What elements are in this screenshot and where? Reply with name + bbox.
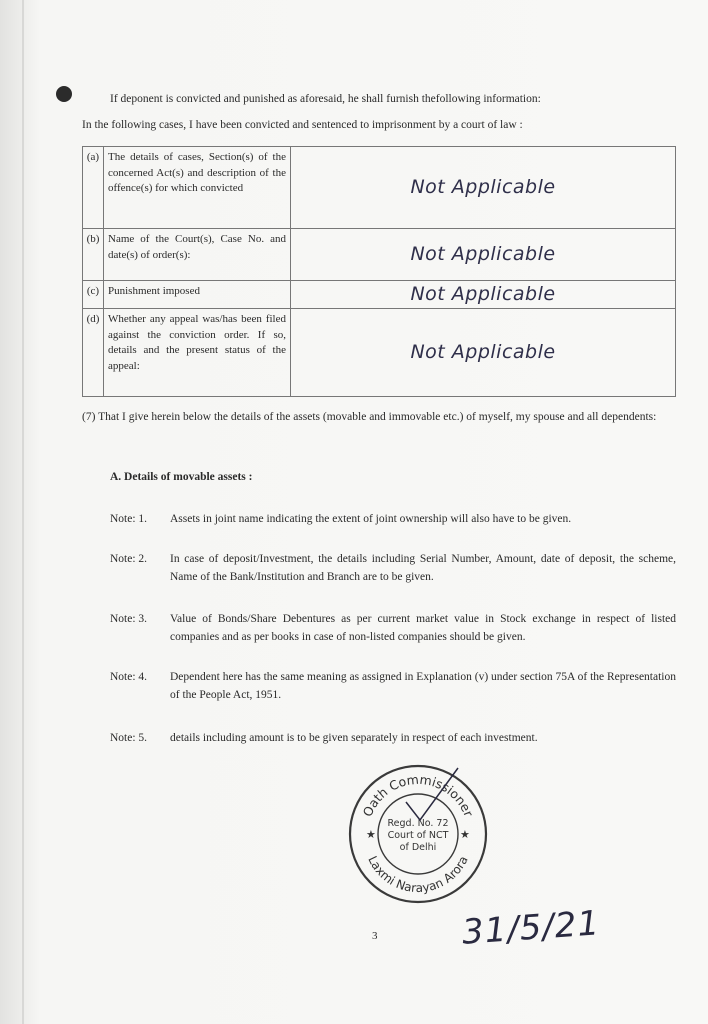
intro-line-2: In the following cases, I have been convicted and sentenced to imprisonment by a court of law : (82, 119, 523, 131)
note-item (110, 610, 676, 650)
intro-line-1: If deponent is convicted and punished as aforesaid, he shall furnish thefollowing information: (110, 93, 541, 105)
page-fold (22, 0, 24, 1024)
handwritten-value: Not Applicable (291, 229, 676, 281)
section-heading: A. Details of movable assets : (110, 471, 253, 483)
table-row (83, 229, 676, 281)
row-description: The details of cases, Section(s) of the concerned Act(s) and description of the offence(s) for which convicted (104, 147, 291, 229)
note-label: Note: 4. (110, 671, 148, 683)
note-item (110, 550, 676, 590)
note-text: Assets in joint name indicating the extent of joint ownership will also have to be given. (170, 513, 572, 525)
note-text: Value of Bonds/Share Debentures as per current market value in Stock exchange in respect of listed companies and as per books in case of non-listed companies should be given. (170, 613, 676, 643)
stamp-line-1: Regd. No. 72 (387, 818, 449, 829)
stamp-line-3: of Delhi (399, 842, 437, 853)
page-number: 3 (372, 930, 378, 942)
note-item (110, 729, 676, 749)
stamp-line-2: Court of NCT (387, 830, 449, 841)
oath-commissioner-stamp (346, 762, 490, 906)
row-description: Whether any appeal was/has been filed against the conviction order. If so, details and the present status of the appeal: (104, 309, 291, 397)
convictions-table (82, 146, 676, 397)
row-label: (d) (83, 309, 104, 397)
row-label: (a) (83, 147, 104, 229)
handwritten-value: Not Applicable (291, 147, 676, 229)
stamp-bottom-text: Laxmi Narayan Arora (365, 853, 471, 896)
handwritten-value: Not Applicable (291, 281, 676, 309)
row-label: (c) (83, 281, 104, 309)
row-description: Punishment imposed (104, 281, 291, 309)
note-item (110, 668, 676, 708)
star-icon: ★ (366, 829, 376, 841)
note-label: Note: 1. (110, 513, 148, 525)
note-text: In case of deposit/Investment, the details including Serial Number, Amount, date of deposit, the scheme, Name of the Bank/Institution and Branch are to be given. (170, 553, 676, 583)
note-label: Note: 2. (110, 553, 148, 565)
note-label: Note: 5. (110, 732, 148, 744)
table-row (83, 281, 676, 309)
note-item (110, 510, 676, 530)
handwritten-value: Not Applicable (291, 309, 676, 397)
table-row (83, 147, 676, 229)
row-description: Name of the Court(s), Case No. and date(s) of order(s): (104, 229, 291, 281)
note-text: Dependent here has the same meaning as assigned in Explanation (v) under section 75A of the Representation of the People Act, 1951. (170, 671, 676, 701)
handwritten-date: 31/5/21 (460, 903, 602, 953)
table-row (83, 309, 676, 397)
note-text: details including amount is to be given separately in respect of each investment. (170, 732, 538, 744)
punch-hole (56, 86, 72, 102)
assets-paragraph: (7) That I give herein below the details of the assets (movable and immovable etc.) of myself, my spouse and all dependents: (82, 411, 657, 423)
star-icon: ★ (460, 829, 470, 841)
note-label: Note: 3. (110, 613, 148, 625)
stamp-top-text: Oath Commissioner (359, 771, 477, 819)
row-label: (b) (83, 229, 104, 281)
